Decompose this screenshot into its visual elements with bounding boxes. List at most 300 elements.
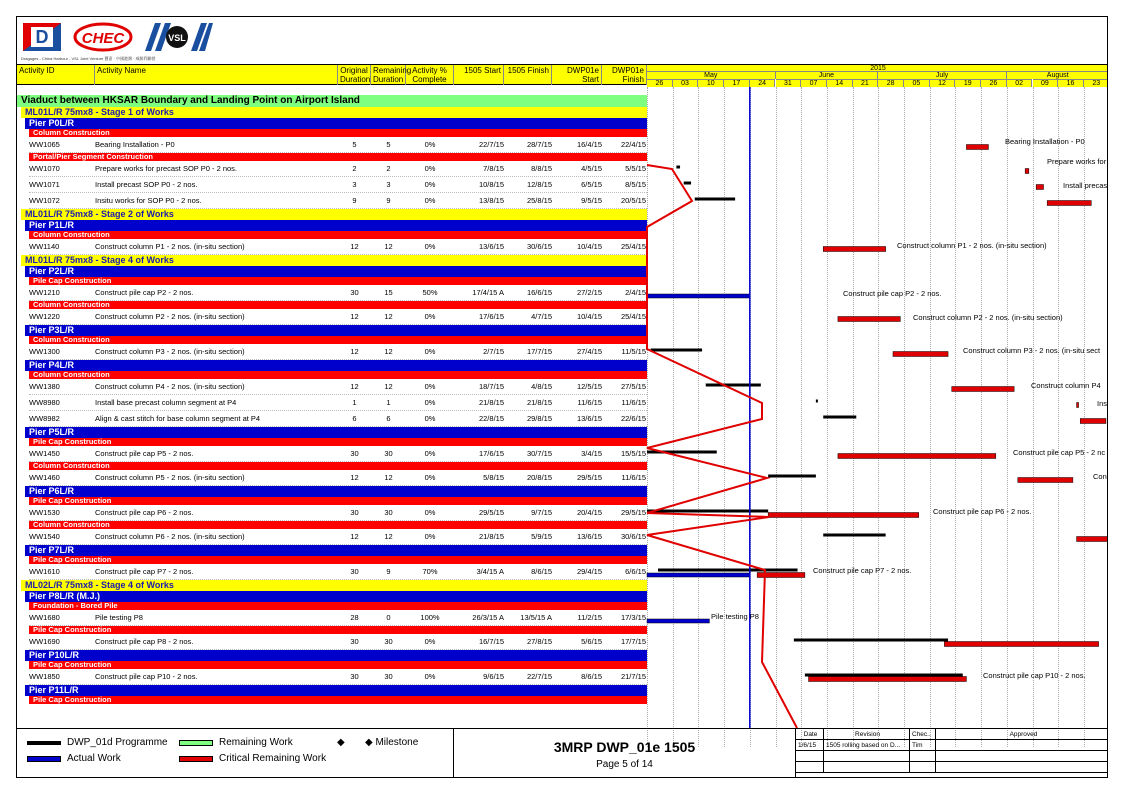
dwp-bar[interactable] [684,182,691,185]
cell-od: 30 [350,567,359,576]
cell-pct: 0% [424,532,436,541]
svg-text:VSL: VSL [168,33,186,43]
cell-s: 10/8/15 [478,180,504,189]
legend-dwp-label: DWP_01d Programme [67,737,168,748]
bar-label: Construct pile cap P5 - 2 nc [1013,448,1106,457]
cell-od: 12 [350,242,359,251]
wbs-band[interactable]: Column Construction [29,462,647,470]
cell-od: 6 [352,414,357,423]
critical-bar[interactable] [1047,201,1091,206]
cell-name: Install precast SOP P0 - 2 nos. [95,180,198,189]
bar-label: Construct column P2 - 2 nos. (in-situ section) [913,313,1063,322]
cell-s: 21/8/15 [478,532,504,541]
wbs-band[interactable]: Pier P1L/R [25,220,647,231]
bar-label: Construct column P3 - 2 nos. (in-situ sect [963,346,1101,355]
wbs-band[interactable]: Pier P2L/R [25,266,647,277]
critical-bar[interactable] [823,247,885,252]
cell-df: 2/4/15 [625,288,646,297]
cell-df: 8/5/15 [625,180,646,189]
legend-milestone: ◆ Milestone [365,737,419,748]
cell-od: 30 [350,449,359,458]
cell-df: 11/5/15 [621,347,646,356]
month-august: August [1007,72,1108,79]
cell-name: Pile testing P8 [95,613,143,622]
legend-remaining [179,737,293,748]
legend-remaining-label: Remaining Work [219,737,293,748]
critical-bar[interactable] [944,642,1098,647]
cell-pct: 0% [424,180,436,189]
cell-s: 7/8/15 [483,164,504,173]
cell-ds: 27/2/15 [576,288,602,297]
dwp-bar[interactable] [794,639,948,642]
bar-label: Pile testing P8 [711,612,759,621]
cell-name: Construct column P5 - 2 nos. (in-situ section) [95,473,245,482]
dwp-bar[interactable] [816,400,818,403]
cell-ds: 11/6/15 [577,398,602,407]
cell-pct: 0% [424,473,436,482]
cell-f: 27/8/15 [526,637,552,646]
cell-ds: 10/4/15 [576,242,602,251]
dwp-bar[interactable] [823,416,856,419]
wbs-band[interactable]: Pier P0L/R [25,118,647,129]
wbs-band[interactable]: Pier P3L/R [25,325,647,336]
legend-critical [179,753,326,764]
cell-id: WW1380 [29,382,60,391]
cell-pct: 50% [422,288,438,297]
cell-name: Construct column P3 - 2 nos. (in-situ section) [95,347,245,356]
month-july: July [878,72,1007,79]
cell-s: 21/8/15 [478,398,504,407]
bar-label: Install precas [1063,181,1108,190]
cell-s: 2/7/15 [483,347,504,356]
cell-od: 28 [350,613,359,622]
critical-bar[interactable] [952,387,1014,392]
wbs-band[interactable]: Viaduct between HKSAR Boundary and Landing Point on Airport Island [17,95,647,107]
week-3: 17 [724,79,750,87]
dwp-bar[interactable] [676,166,680,169]
cell-pct: 0% [424,312,436,321]
actual-bar[interactable] [647,573,750,577]
title-block [453,729,796,778]
cell-df: 11/6/15 [621,398,646,407]
week-17: 23 [1084,79,1108,87]
legend-black-swatch [27,741,61,745]
cell-id: WW1210 [29,288,60,297]
cell-rd: 12 [384,382,393,391]
wbs-band[interactable]: ML02L/R 75mx8 - Stage 4 of Works [21,580,647,591]
rev-empty-cell [824,762,910,773]
rev-date: 1/6/15 [796,740,824,751]
actual-bar[interactable] [647,294,750,298]
cell-df: 25/4/15 [620,242,646,251]
cell-ds: 6/5/15 [581,180,602,189]
cell-s: 3/4/15 A [476,567,504,576]
cell-f: 22/7/15 [526,672,552,681]
cell-name: Construct pile cap P10 - 2 nos. [95,672,198,681]
schedule-page [16,16,1108,778]
cell-s: 17/6/15 [478,312,504,321]
cell-s: 22/8/15 [478,414,504,423]
week-2: 10 [698,79,724,87]
wbs-band[interactable]: Pier P8L/R (M.J.) [25,591,647,602]
week-12: 19 [955,79,981,87]
cell-od: 2 [352,164,357,173]
rev-text: 1505 rolling based on D... [824,740,910,751]
wbs-band[interactable]: Portal/Pier Segment Construction [29,153,647,161]
cell-s: 5/8/15 [483,473,504,482]
cell-rd: 12 [384,473,393,482]
cell-name: Construct column P6 - 2 nos. (in-situ section) [95,532,245,541]
cell-rd: 12 [384,532,393,541]
cell-rd: 1 [386,398,391,407]
col-dwp-start[interactable]: DWP01e Start [552,65,602,85]
wbs-band[interactable]: Column Construction [29,231,647,239]
cell-s: 17/4/15 A [472,288,504,297]
rev-approved [936,740,1108,751]
cell-id: WW1610 [29,567,60,576]
gantt-chart [17,17,1108,728]
bar-label: Construct pile cap P2 - 2 nos. [843,289,942,298]
week-8: 21 [853,79,879,87]
dwp-bar[interactable] [805,674,963,677]
wbs-band[interactable]: Pier P10L/R [25,650,647,661]
cell-rd: 3 [386,180,391,189]
legend-actual [27,753,121,764]
week-0: 26 [647,79,673,87]
cell-od: 12 [350,473,359,482]
col-remaining-duration[interactable]: Remaining Duration [373,66,412,84]
rev-empty-cell [910,751,936,762]
cell-df: 22/4/15 [620,140,646,149]
rev-empty-cell [910,762,936,773]
week-10: 05 [904,79,930,87]
legend-green-swatch [179,740,213,746]
cell-od: 12 [350,382,359,391]
rev-empty-cell [936,762,1108,773]
cell-rd: 30 [384,449,393,458]
cell-pct: 0% [424,347,436,356]
month-may: May [647,72,776,79]
cell-s: 26/3/15 A [472,613,504,622]
cell-pct: 0% [424,242,436,251]
cell-df: 30/6/15 [620,532,646,541]
revision-table [796,729,1108,778]
cell-name: Install base precast column segment at P4 [95,398,237,407]
bar-label: Construct pile cap P6 - 2 nos. [933,507,1032,516]
cell-ds: 20/4/15 [576,508,602,517]
cell-f: 21/8/15 [526,398,552,407]
bar-label: Bearing Installation - P0 [1005,137,1085,146]
cell-s: 9/6/15 [483,672,504,681]
cell-name: Construct column P2 - 2 nos. (in-situ section) [95,312,245,321]
cell-rd: 12 [384,347,393,356]
cell-od: 1 [352,398,357,407]
cell-df: 21/7/15 [620,672,646,681]
wbs-band[interactable]: Pile Cap Construction [29,626,647,634]
critical-bar[interactable] [1036,185,1043,190]
bar-label: Construct column P4 [1031,381,1101,390]
cell-rd: 9 [386,196,391,205]
month-june: June [776,72,879,79]
critical-bar[interactable] [1025,169,1029,174]
wbs-band[interactable]: ML01L/R 75mx8 - Stage 1 of Works [21,107,647,118]
col-percent-complete[interactable]: Activity % Complete [406,65,454,85]
cell-pct: 100% [420,613,440,622]
actual-bar[interactable] [647,619,709,623]
footer [17,728,1108,778]
week-1: 03 [673,79,699,87]
col-dwp-finish[interactable]: DWP01e Finish [602,65,647,85]
cell-ds: 10/4/15 [576,312,602,321]
cell-od: 30 [350,508,359,517]
week-9: 28 [878,79,904,87]
cell-pct: 0% [424,382,436,391]
rev-empty-cell [936,751,1108,762]
critical-bar[interactable] [1080,419,1106,424]
rev-empty-cell [824,751,910,762]
bar-label: Ins [1097,399,1108,408]
week-6: 07 [801,79,827,87]
week-13: 26 [981,79,1007,87]
cell-id: WW1690 [29,637,60,646]
critical-bar[interactable] [1018,478,1073,483]
cell-df: 29/5/15 [620,508,646,517]
wbs-band[interactable]: Pile Cap Construction [29,696,647,704]
cell-id: WW1460 [29,473,60,482]
cell-df: 5/5/15 [625,164,646,173]
bar-label: Construct pile cap P7 - 2 nos. [813,566,912,575]
bar-label: Construct pile cap P10 - 2 nos. [983,671,1086,680]
cell-f: 28/7/15 [526,140,552,149]
cell-df: 22/6/15 [620,414,646,423]
wbs-band[interactable]: Column Construction [29,521,647,529]
cell-pct: 0% [424,672,436,681]
cell-name: Align & cast stitch for base column segment at P4 [95,414,261,423]
timescale-year: 2015 [647,65,1108,72]
cell-id: WW1850 [29,672,60,681]
cell-pct: 0% [424,140,436,149]
legend-blue-swatch [27,756,61,762]
critical-bar[interactable] [838,454,996,459]
wbs-band[interactable]: Foundation - Bored Pile [29,602,647,610]
cell-f: 17/7/15 [526,347,552,356]
cell-name: Construct pile cap P5 - 2 nos. [95,449,194,458]
cell-rd: 2 [386,164,391,173]
cell-f: 8/6/15 [531,567,552,576]
cell-f: 9/7/15 [531,508,552,517]
critical-bar[interactable] [1077,537,1108,542]
wbs-band[interactable]: ML01L/R 75mx8 - Stage 4 of Works [21,255,647,266]
week-4: 24 [750,79,776,87]
dwp-bar[interactable] [651,349,702,352]
cell-s: 17/6/15 [478,449,504,458]
cell-df: 27/5/15 [620,382,646,391]
cell-name: Construct pile cap P2 - 2 nos. [95,288,194,297]
wbs-band[interactable]: Column Construction [29,301,647,309]
page-number: Page 5 of 14 [596,759,653,770]
critical-bar[interactable] [809,677,967,682]
rev-empty-cell [796,751,824,762]
cell-f: 20/8/15 [526,473,552,482]
wbs-band[interactable]: Column Construction [29,336,647,344]
wbs-band[interactable]: Pile Cap Construction [29,556,647,564]
cell-od: 30 [350,672,359,681]
cell-name: Prepare works for precast SOP P0 - 2 nos. [95,164,238,173]
cell-df: 11/6/15 [621,473,646,482]
cell-od: 30 [350,637,359,646]
cell-id: WW1450 [29,449,60,458]
cell-id: WW1680 [29,613,60,622]
wbs-band[interactable]: ML01L/R 75mx8 - Stage 2 of Works [21,209,647,220]
cell-s: 13/6/15 [478,242,504,251]
cell-pct: 0% [424,449,436,458]
wbs-band[interactable]: Pier P7L/R [25,545,647,556]
critical-bar[interactable] [966,145,988,150]
cell-ds: 11/2/15 [577,613,602,622]
col-activity-id[interactable]: Activity ID [17,65,95,85]
wbs-band[interactable]: Pile Cap Construction [29,438,647,446]
dwp-bar[interactable] [706,384,761,387]
cell-df: 6/6/15 [625,567,646,576]
cell-s: 16/7/15 [478,637,504,646]
wbs-band[interactable]: Pile Cap Construction [29,277,647,285]
rev-empty-cell [796,762,824,773]
critical-bar[interactable] [1077,403,1079,408]
bar-label: Con [1093,472,1107,481]
legend-actual-label: Actual Work [67,753,121,764]
dwp-bar[interactable] [695,198,735,201]
cell-id: WW8982 [29,414,60,423]
cell-s: 22/7/15 [478,140,504,149]
cell-name: Construct pile cap P7 - 2 nos. [95,567,194,576]
cell-pct: 0% [424,398,436,407]
cell-id: WW1220 [29,312,60,321]
week-7: 14 [827,79,853,87]
cell-s: 18/7/15 [478,382,504,391]
critical-bar[interactable] [893,352,948,357]
wbs-band[interactable]: Column Construction [29,371,647,379]
svg-text:D: D [35,27,49,47]
cell-pct: 0% [424,508,436,517]
cell-name: Insitu works for SOP P0 - 2 nos. [95,196,202,205]
cell-ds: 9/5/15 [581,196,602,205]
wbs-band[interactable]: Pier P4L/R [25,360,647,371]
legend-critical-label: Critical Remaining Work [219,753,327,764]
dwp-bar[interactable] [768,475,816,478]
dwp-bar[interactable] [658,569,798,572]
week-11: 12 [930,79,956,87]
col-original-duration[interactable]: Original Duration [340,66,371,84]
cell-pct: 0% [424,164,436,173]
cell-f: 5/9/15 [531,532,552,541]
legend-dwp [27,737,168,748]
cell-df: 17/7/15 [620,637,646,646]
cell-rd: 5 [386,140,391,149]
cell-ds: 13/6/15 [576,414,602,423]
cell-rd: 15 [384,288,393,297]
wbs-band[interactable]: Pier P5L/R [25,427,647,438]
cell-pct: 0% [424,637,436,646]
cell-rd: 30 [384,508,393,517]
cell-id: WW1300 [29,347,60,356]
dwp-bar[interactable] [823,534,885,537]
cell-s: 13/8/15 [478,196,504,205]
schedule-title: 3MRP DWP_01e 1505 [553,739,696,755]
cell-ds: 12/5/15 [576,382,602,391]
col-finish[interactable]: 1505 Finish [504,65,552,85]
cell-pct: 0% [424,414,436,423]
cell-f: 12/8/15 [526,180,552,189]
week-16: 16 [1058,79,1084,87]
cell-f: 16/6/15 [526,288,552,297]
critical-bar[interactable] [838,317,900,322]
week-14: 02 [1007,79,1033,87]
logo-tagline: Dragages - China Harbour - VSL Joint Venture 寶嘉 · 中國港灣 · 威勝利聯營 [21,56,156,61]
cell-ds: 29/5/15 [576,473,602,482]
bar-label: Prepare works for [1047,157,1107,166]
rev-header-checked: Chec.. [910,729,936,740]
cell-id: WW1140 [29,242,60,251]
cell-name: Construct column P4 - 2 nos. (in-situ section) [95,382,245,391]
cell-f: 25/8/15 [526,196,552,205]
wbs-band[interactable]: Pier P11L/R [25,685,647,696]
critical-bar[interactable] [768,513,919,518]
cell-name: Construct column P1 - 2 nos. (in-situ section) [95,242,245,251]
cell-id: WW1530 [29,508,60,517]
cell-id: WW1071 [29,180,60,189]
cell-id: WW8980 [29,398,60,407]
cell-ds: 29/4/15 [576,567,602,576]
legend-milestone-sym: ◆ [337,737,345,748]
wbs-band[interactable]: Pile Cap Construction [29,497,647,505]
cell-f: 4/8/15 [531,382,552,391]
cell-f: 4/7/15 [531,312,552,321]
bar-label: Construct column P1 - 2 nos. (in-situ section) [897,241,1047,250]
cell-f: 13/5/15 A [520,613,552,622]
rev-header-date: Date [796,729,824,740]
cell-df: 20/5/15 [620,196,646,205]
cell-f: 30/6/15 [526,242,552,251]
cell-id: WW1540 [29,532,60,541]
cell-od: 12 [350,347,359,356]
cell-f: 8/8/15 [531,164,552,173]
cell-rd: 0 [386,613,391,622]
wbs-band[interactable]: Column Construction [29,129,647,137]
cell-od: 3 [352,180,357,189]
col-activity-name[interactable]: Activity Name [95,65,338,85]
cell-rd: 30 [384,672,393,681]
cell-od: 30 [350,288,359,297]
cell-id: WW1072 [29,196,60,205]
cell-id: WW1070 [29,164,60,173]
cell-od: 12 [350,532,359,541]
cell-ds: 5/6/15 [581,637,602,646]
cell-f: 30/7/15 [526,449,552,458]
cell-name: Construct pile cap P8 - 2 nos. [95,637,194,646]
cell-ds: 8/6/15 [581,672,602,681]
wbs-band[interactable]: Pier P6L/R [25,486,647,497]
cell-name: Bearing Installation - P0 [95,140,175,149]
cell-df: 25/4/15 [620,312,646,321]
cell-f: 29/8/15 [526,414,552,423]
cell-ds: 4/5/15 [581,164,602,173]
col-start[interactable]: 1505 Start [454,65,504,85]
cell-rd: 12 [384,242,393,251]
rev-header-revision: Revision [824,729,910,740]
progress-line [647,165,797,728]
wbs-band[interactable]: Pile Cap Construction [29,661,647,669]
rev-header-approved: Approved [936,729,1108,740]
